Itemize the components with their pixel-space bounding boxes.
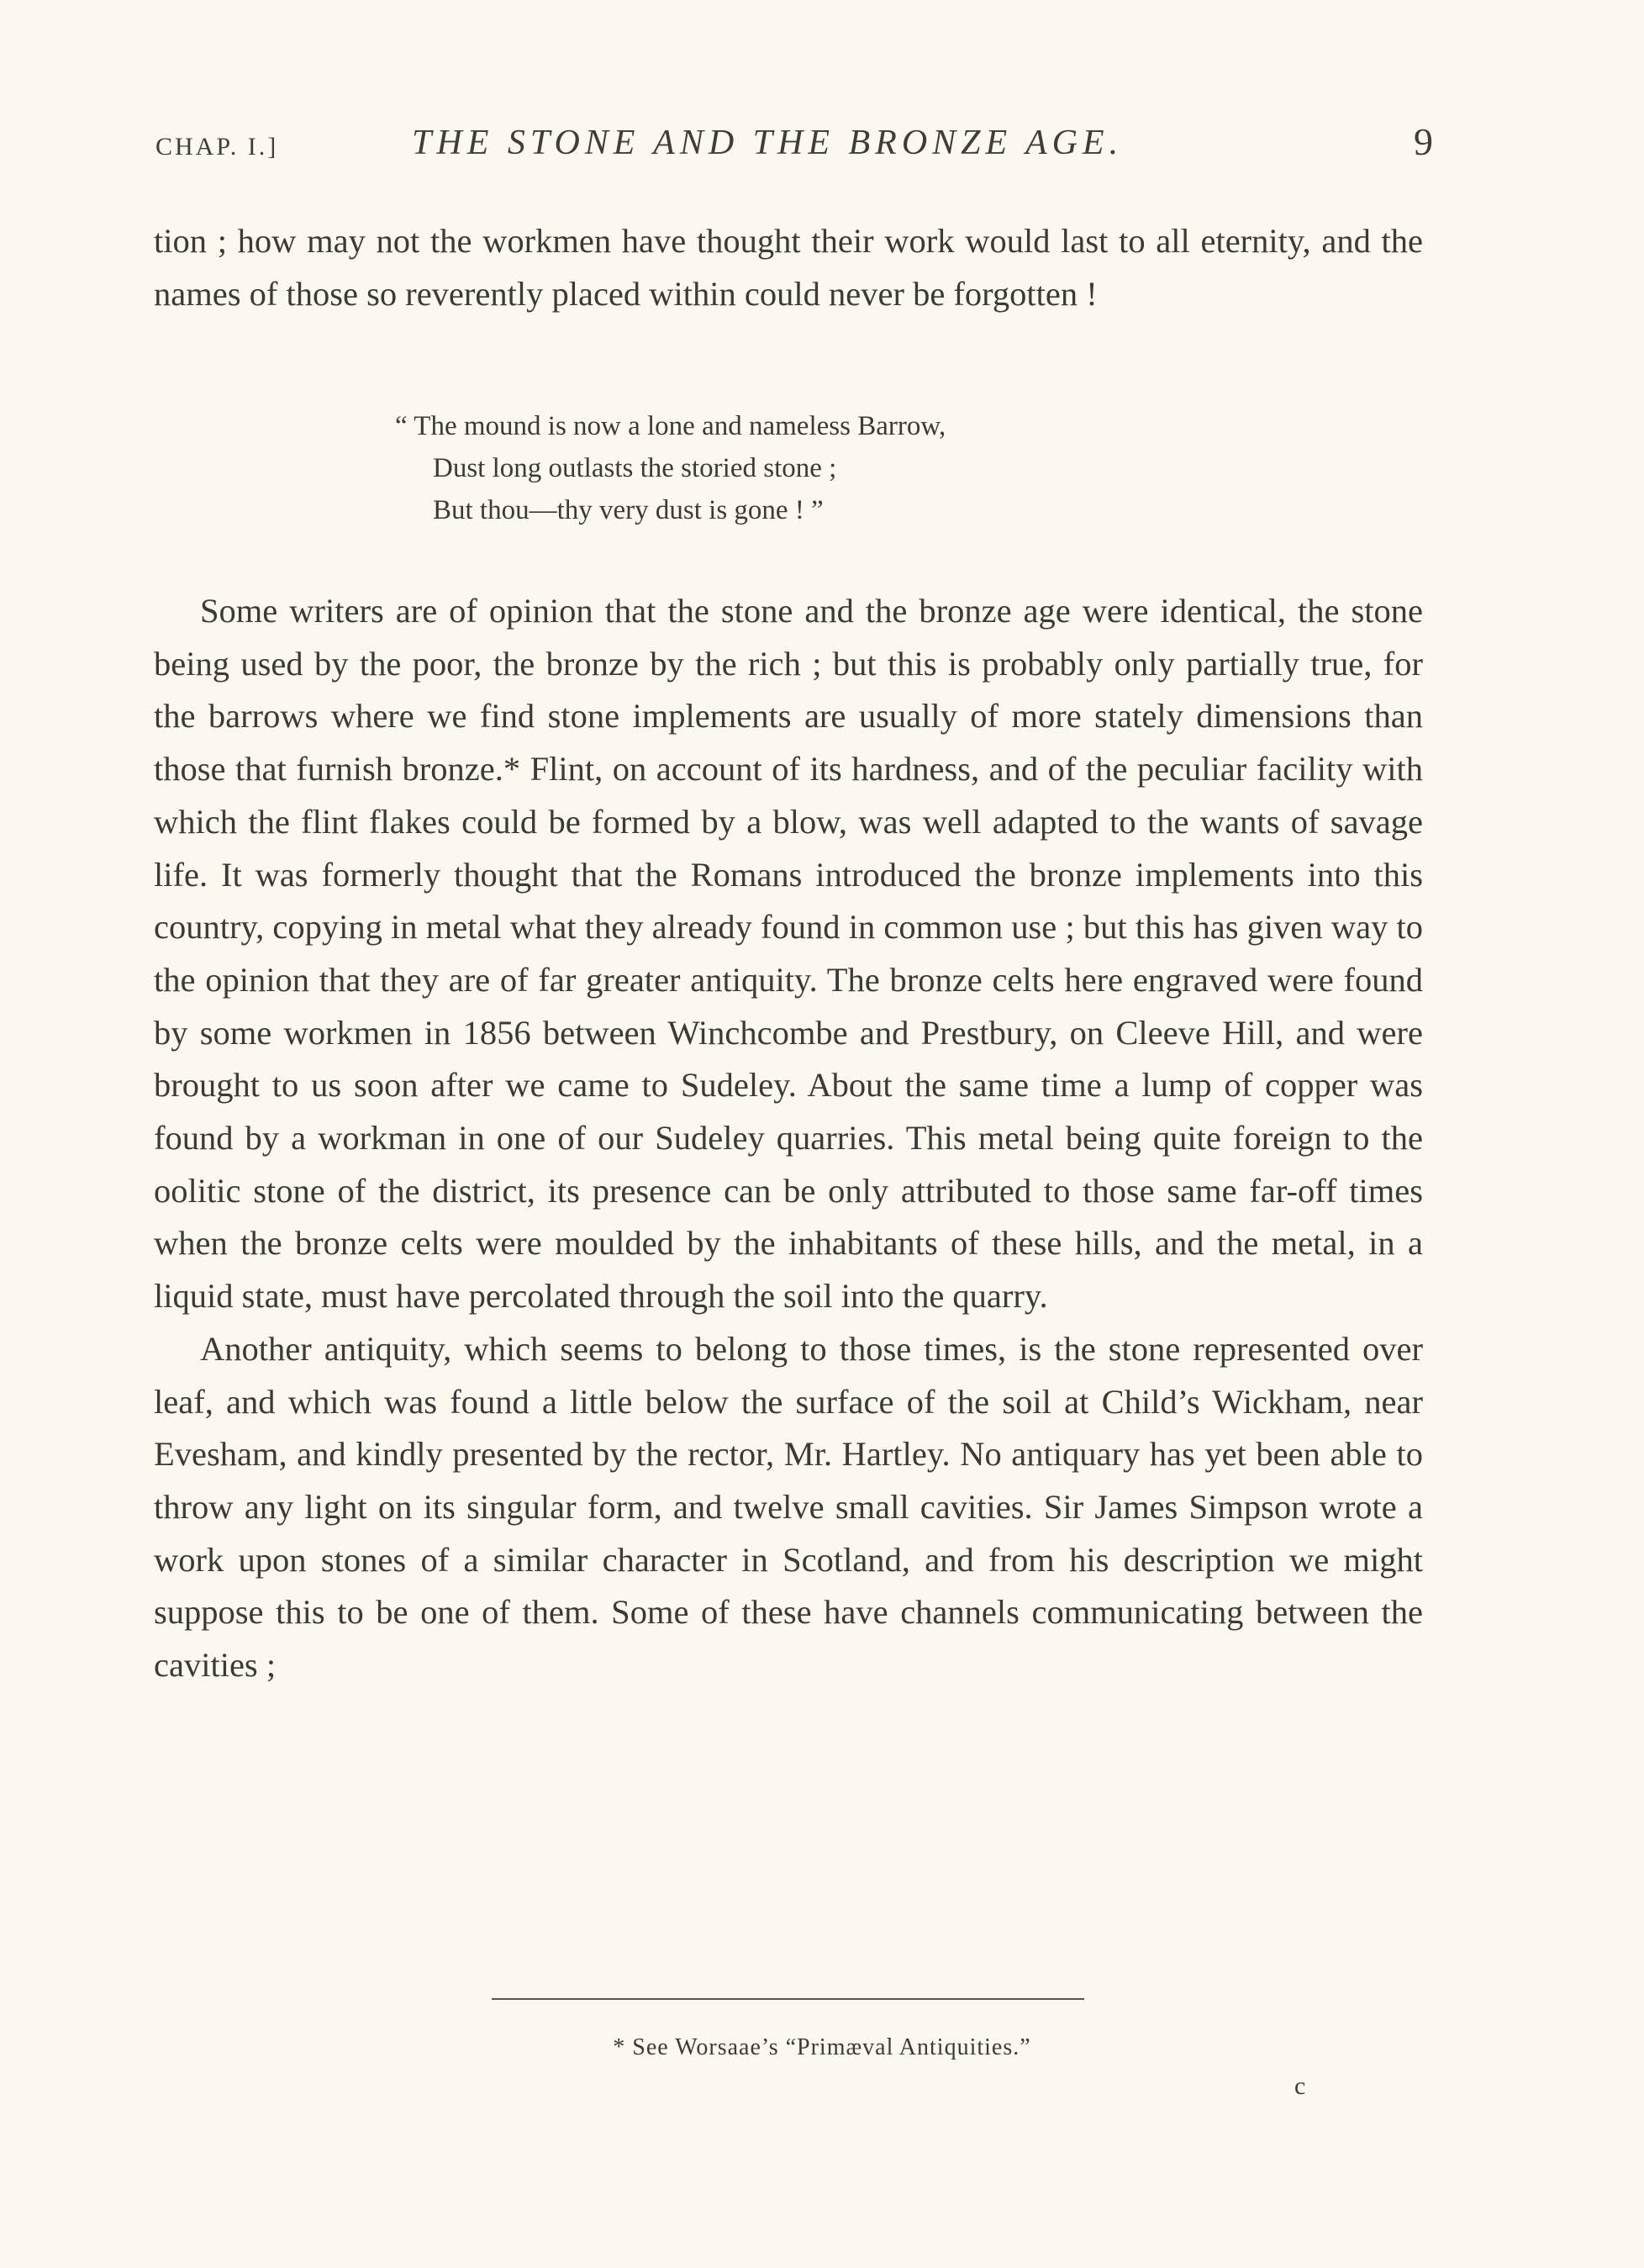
chapter-label: CHAP. I.] [155,133,279,161]
paragraph-another-antiquity: Another antiquity, which seems to belong to those times, is the stone represented over leaf, and which was found a little below the surface of the soil at Child’s Wickham, near Evesham, and kindly presented by the rector, Mr. Hartley. No antiquary has yet been able to throw any light on its singular form, and twelve small cavities. Sir James Simpson wrote a work upon stones of a similar character in Scotland, and from his description we might suppose this to be one of them. Some of these have channels communicating between the cavities ; [154,1329,1423,1685]
poem-line-2: Dust long outlasts the storied stone ; [433,453,837,483]
intro-paragraph-block [154,215,1423,320]
poem-line-3: But thou—thy very dust is gone ! ” [433,495,824,525]
poem-line-1: “ The mound is now a lone and nameless Barrow, [395,411,946,441]
poem-quotation [395,405,946,531]
paragraph-stone-bronze: Some writers are of opinion that the stone and the bronze age were identical, the stone being used by the poor, the bronze by the rich ; but this is probably only partially true, for the barrows where we find stone implements are usually of more stately dimensions than those that furnish bronze.* Flint, on account of its hardness, and of the peculiar facility with which the flint flakes could be formed by a blow, was well adapted to the wants of savage life. It was formerly thought that the Romans introduced the bronze implements into this country, copying in metal what they already found in common use ; but this has given way to the opinion that they are of far greater antiquity. The bronze celts here engraved were found by some workmen in 1856 between Winchcombe and Prestbury, on Cleeve Hill, and were brought to us soon after we came to Sudeley. About the same time a lump of copper was found by a workman in one of our Sudeley quarries. This metal being quite foreign to the oolitic stone of the district, its presence can be only attributed to those same far-off times when the bronze celts were moulded by the inhabitants of these hills, and the metal, in a liquid state, must have percolated through the soil into the quarry. [154,592,1423,1316]
intro-paragraph: tion ; how may not the workmen have thought their work would last to all eternity, and the names of those so reverently placed within could never be forgotten ! [154,222,1423,313]
page-header-title: THE STONE AND THE BRONZE AGE. [412,124,1124,162]
main-text-block [154,585,1423,1692]
signature-mark: c [1294,2072,1306,2100]
footnote-divider [492,1998,1084,2000]
page-number: 9 [1414,120,1433,163]
footnote: * See Worsaae’s “Primæval Antiquities.” [613,2034,1031,2060]
running-head [155,119,1433,170]
